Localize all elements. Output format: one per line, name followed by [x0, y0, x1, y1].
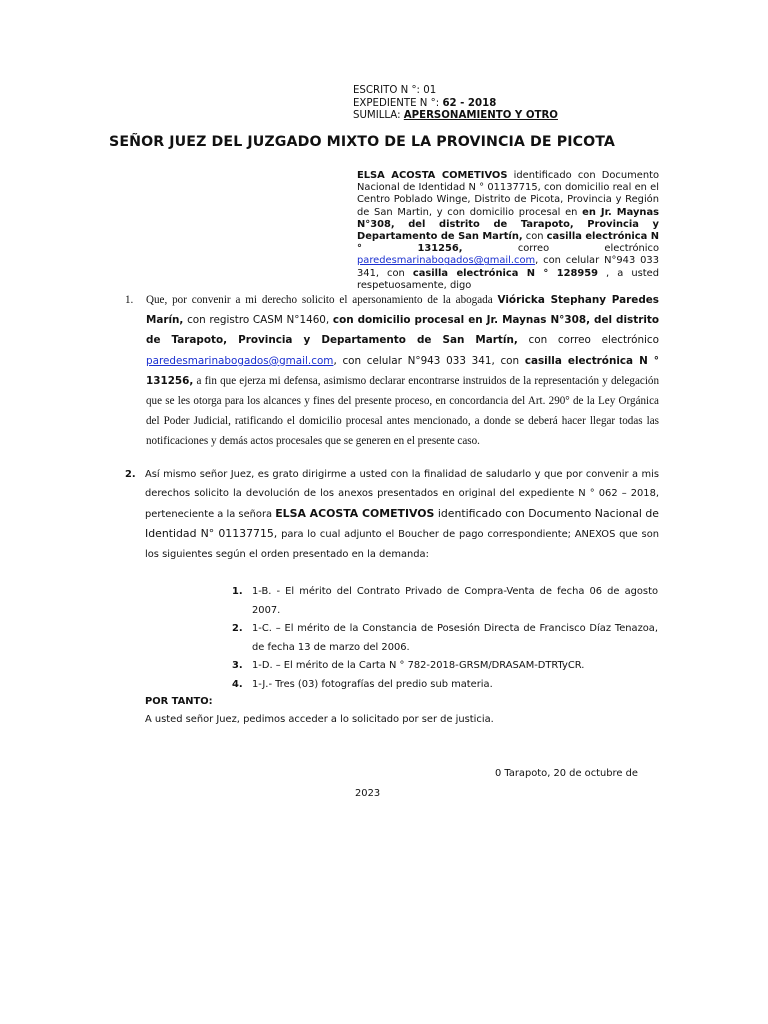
expediente-label: EXPEDIENTE N °:	[353, 97, 440, 109]
list-item-number: 1.	[232, 586, 243, 597]
intro-paragraph	[357, 170, 659, 292]
list-item	[232, 583, 658, 620]
intro-casilla-1: casilla electrónica N ° 131256,	[357, 231, 660, 255]
p2-text-2: identificado con Documento Nacional de Identidad N° 01137715,	[145, 506, 659, 541]
sumilla-line	[353, 110, 558, 123]
list-item-text: 1-B. - El mérito del Contrato Privado de Compra-Venta de fecha 06 de agosto 2007.	[252, 586, 658, 616]
intro-address: en Jr. Maynas N°308, del distrito de Tarapoto, Provincia y Departamento de San Martín,	[357, 206, 660, 243]
escrito-line	[353, 85, 558, 98]
escrito-number: 01	[423, 85, 437, 96]
closing-sentence: A usted señor Juez, pedimos acceder a lo solicitado por ser de justicia.	[145, 714, 494, 725]
sumilla-value: APERSONAMIENTO Y OTRO	[403, 110, 558, 121]
list-item	[232, 676, 658, 695]
list-item-text: 1-J.- Tres (03) fotografías del predio sub materia.	[252, 678, 493, 690]
p2-text-1: Así mismo señor Juez, es grato dirigirme a usted con la finalidad de saludarlo y que por convenir a mis derechos solicito la devolución de los anexos presentados en original del expediente N ° 062 – 2018, perteneciente a la señora	[145, 469, 659, 520]
intro-name: ELSA ACOSTA COMETIVOS	[357, 170, 508, 181]
document-title: SEÑOR JUEZ DEL JUZGADO MIXTO DE LA PROVINCIA DE PICOTA	[109, 134, 615, 150]
paragraph-2-body	[145, 465, 659, 564]
p1-text-1: Que, por convenir a mi derecho solicito el apersonamiento de la abogada	[146, 294, 498, 306]
document-header	[353, 85, 558, 123]
intro-text-4: , con celular N°943 033 341, con	[357, 255, 659, 279]
p2-text-3: para lo cual adjunto el Boucher de pago correspondiente; ANEXOS que son los siguientes según el orden presentado en la demanda:	[145, 529, 659, 560]
date-year: 2023	[355, 788, 381, 799]
p1-email-link[interactable]: paredesmarinabogados@gmail.com	[146, 354, 334, 367]
paragraph-2-number: 2.	[125, 469, 136, 480]
intro-text-3: correo electrónico	[462, 243, 659, 255]
annex-list	[232, 583, 658, 695]
list-item-number: 2.	[232, 623, 243, 635]
list-item-text: 1-D. – El mérito de la Carta N ° 782-2018-GRSM/DRASAM-DTRTyCR.	[252, 660, 585, 672]
list-item-number: 3.	[232, 660, 243, 672]
date-line: 0 Tarapoto, 20 de octubre de	[495, 768, 638, 779]
list-item-number: 4.	[232, 678, 243, 690]
paragraph-1-body	[146, 290, 659, 452]
list-item-text: 1-C. – El mérito de la Constancia de Posesión Directa de Francisco Díaz Tenazoa, de fecha 13 de marzo del 2006.	[252, 623, 658, 653]
por-tanto-heading: POR TANTO:	[145, 696, 213, 707]
p1-casilla: casilla electrónica N ° 131256,	[146, 354, 659, 387]
paragraph-1-number: 1.	[125, 294, 134, 306]
paragraph-2	[125, 465, 659, 564]
p1-text-2: con registro CASM N°1460,	[183, 314, 333, 327]
intro-text-2: con	[522, 231, 547, 243]
expediente-number: 62 - 2018	[442, 97, 497, 109]
p1-text-5: a fin que ejerza mi defensa, asimismo declarar encontrarse instruidos de la representación y delegación que se les otorga para los alcances y fines del presente proceso, en concordancia del Art. 290° de la Ley Orgánica del Poder Judicial, ratificando el domicilio procesal antes mencionado, a donde se deberá hacer llegar todas las notificaciones y demás actos procesales que se generen en el presente caso.	[146, 374, 659, 448]
p1-address: con domicilio procesal en Jr. Maynas N°308, del distrito de Tarapoto, Provincia y Departamento de San Martín,	[146, 314, 659, 347]
intro-text-5: , a usted respetuosamente, digo	[357, 267, 659, 291]
list-item	[232, 657, 658, 676]
sumilla-label: SUMILLA:	[353, 110, 401, 121]
list-item	[232, 620, 658, 657]
p1-lawyer-name: Vióricka Stephany Paredes Marín,	[146, 294, 659, 327]
escrito-label: ESCRITO N °:	[353, 85, 420, 96]
expediente-line	[353, 98, 558, 111]
p1-text-3: con correo electrónico	[517, 334, 660, 347]
intro-text-1: identificado con Documento Nacional de Identidad N ° 01137715, con domicilio real en el Centro Poblado Winge, Distrito de Picota, Provincia y Región de San Martin, y con domicilio procesal en	[357, 170, 659, 218]
intro-casilla-2: casilla electrónica N ° 128959	[412, 267, 598, 279]
p2-name: ELSA ACOSTA COMETIVOS	[275, 506, 435, 520]
p1-text-4: , con celular N°943 033 341, con	[333, 354, 525, 367]
paragraph-1	[125, 290, 659, 452]
intro-email-link[interactable]: paredesmarinabogados@gmail.com	[357, 255, 536, 267]
